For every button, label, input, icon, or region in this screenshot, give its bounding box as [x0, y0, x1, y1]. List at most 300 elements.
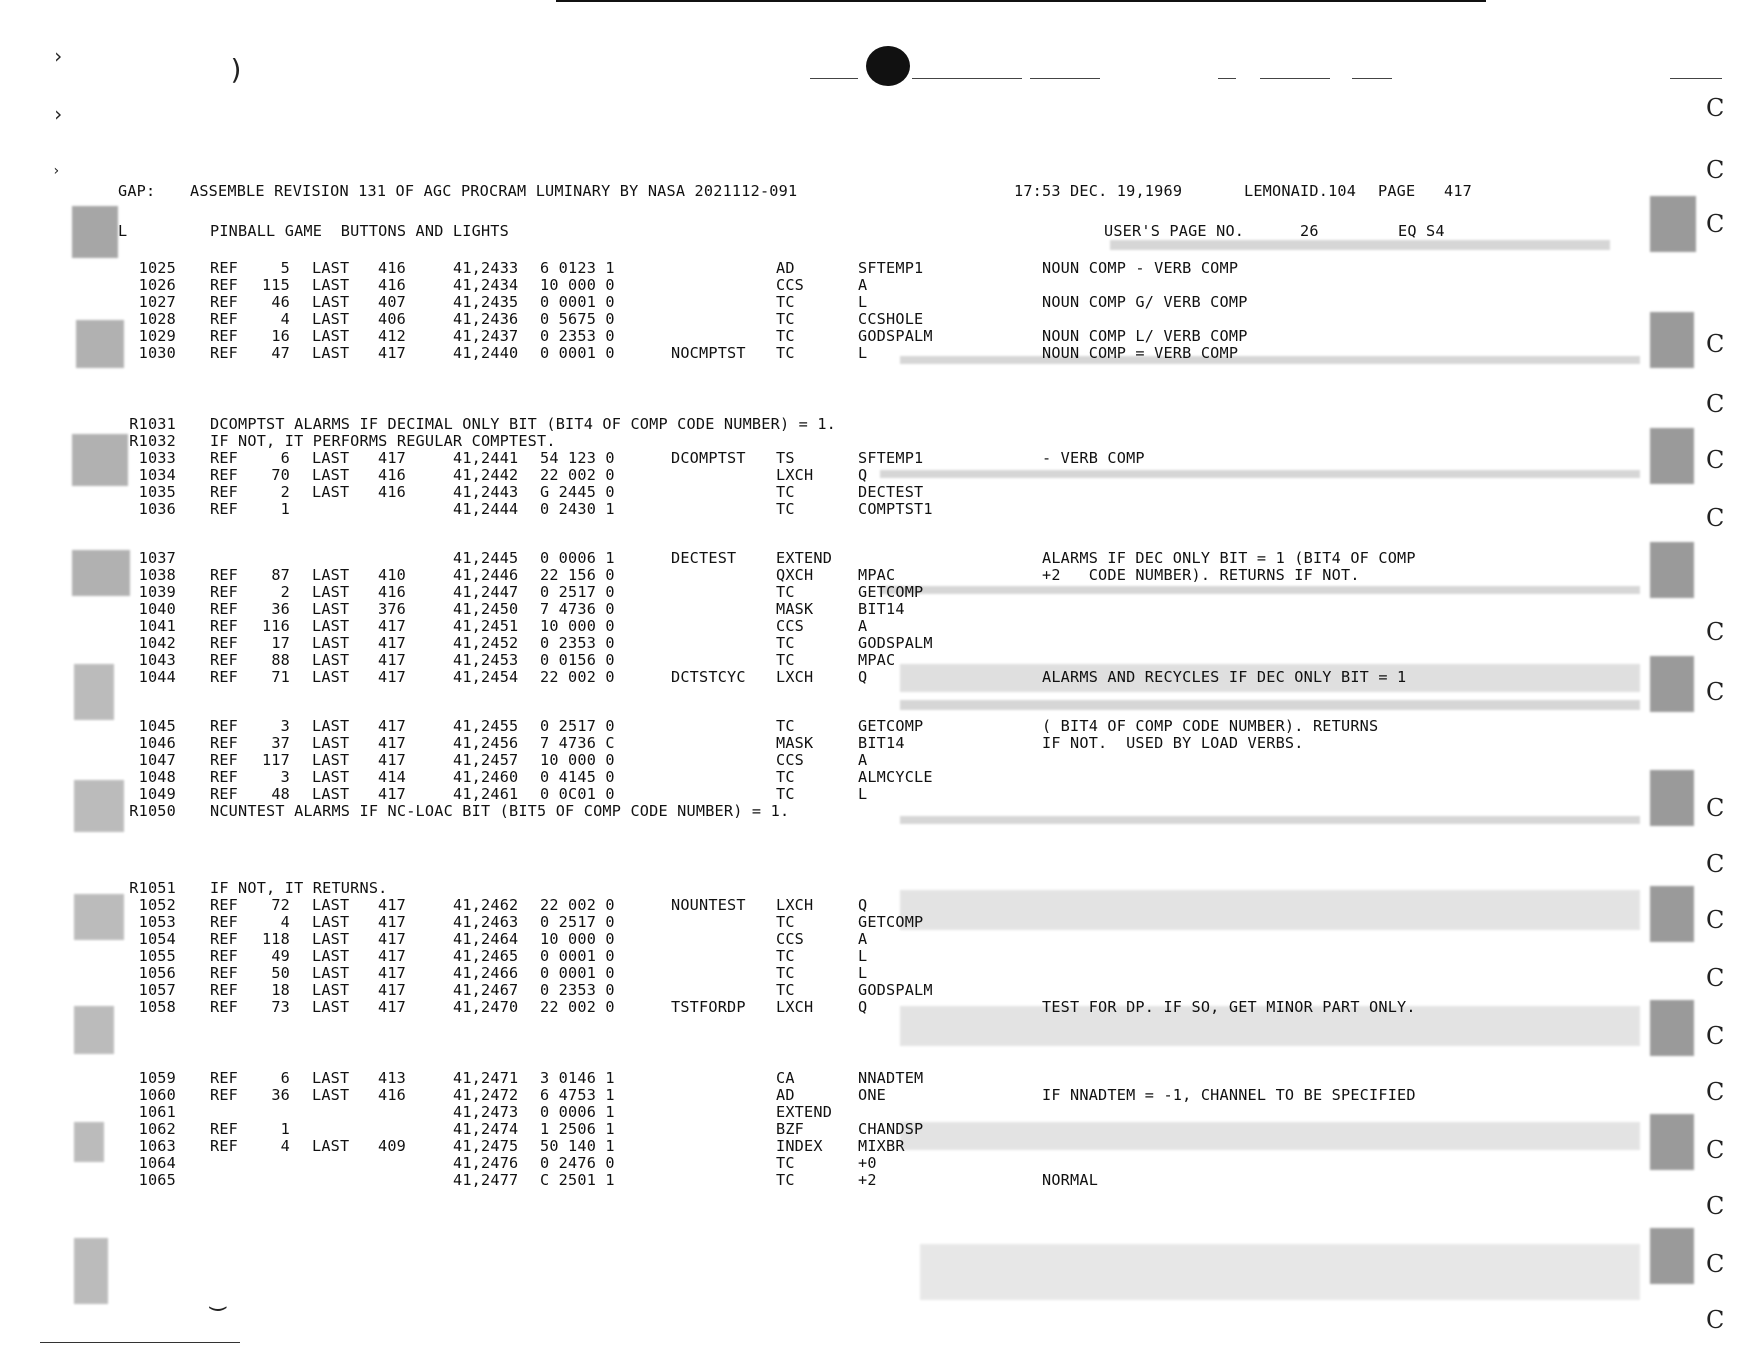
comment: NOUN COMP = VERB COMP [1042, 344, 1239, 362]
remark-text: IF NOT, IT PERFORMS REGULAR COMPTEST. [210, 432, 556, 450]
scan-dash [1030, 78, 1100, 79]
opcode: AD [776, 1086, 795, 1104]
line-number: 1043 [138, 651, 176, 669]
last-page: 416 [378, 1086, 407, 1104]
margin-c-mark: C [1706, 330, 1725, 358]
last-page: 417 [378, 634, 407, 652]
line-number: 1038 [138, 566, 176, 584]
line-number: 1052 [138, 896, 176, 914]
address: 41,2474 [453, 1120, 519, 1138]
last-page: 417 [378, 913, 407, 931]
ref-label: REF [210, 617, 239, 635]
address: 41,2472 [453, 1086, 519, 1104]
operand: MPAC [858, 566, 896, 584]
opcode: EXTEND [776, 1103, 833, 1121]
operand: ONE [858, 1086, 887, 1104]
last-label: LAST [312, 310, 350, 328]
operand: L [858, 947, 868, 965]
last-page: 417 [378, 930, 407, 948]
ref-label: REF [210, 1086, 239, 1104]
last-label: LAST [312, 634, 350, 652]
lemonaid-version: LEMONAID.104 [1244, 182, 1357, 200]
opcode: TC [776, 717, 795, 735]
scan-noise [1650, 770, 1694, 826]
line-number: 1034 [138, 466, 176, 484]
last-label: LAST [312, 259, 350, 277]
line-number: 1055 [138, 947, 176, 965]
line-number: 1053 [138, 913, 176, 931]
scan-noise [1650, 1114, 1694, 1170]
margin-c-mark: C [1706, 964, 1725, 992]
octal-code: 0 0C01 0 [540, 785, 615, 803]
ref-count: 4 [280, 310, 290, 328]
scan-noise [1650, 1000, 1694, 1056]
statement-label: NOCMPTST [671, 344, 746, 362]
operand: L [858, 344, 868, 362]
last-page: 417 [378, 964, 407, 982]
operand: +2 [858, 1171, 877, 1189]
margin-c-mark: C [1706, 210, 1725, 238]
address: 41,2447 [453, 583, 519, 601]
line-number: 1063 [138, 1137, 176, 1155]
last-label: LAST [312, 947, 350, 965]
ref-count: 118 [261, 930, 290, 948]
comment: NOUN COMP G/ VERB COMP [1042, 293, 1248, 311]
operand: NNADTEM [858, 1069, 924, 1087]
ref-label: REF [210, 896, 239, 914]
margin-c-mark: C [1706, 94, 1725, 122]
last-label: LAST [312, 566, 350, 584]
ref-count: 115 [261, 276, 290, 294]
opcode: CCS [776, 751, 805, 769]
address: 41,2442 [453, 466, 519, 484]
operand: A [858, 930, 868, 948]
last-page: 417 [378, 449, 407, 467]
line-number: 1056 [138, 964, 176, 982]
scan-noise [74, 1122, 104, 1162]
ref-count: 49 [271, 947, 290, 965]
ref-count: 116 [261, 617, 290, 635]
ref-label: REF [210, 344, 239, 362]
last-page: 417 [378, 785, 407, 803]
octal-code: 3 0146 1 [540, 1069, 615, 1087]
last-page: 406 [378, 310, 407, 328]
operand: +0 [858, 1154, 877, 1172]
address: 41,2453 [453, 651, 519, 669]
comment: ALARMS IF DEC ONLY BIT = 1 (BIT4 OF COMP [1042, 549, 1416, 567]
address: 41,2440 [453, 344, 519, 362]
margin-c-mark: C [1706, 1078, 1725, 1106]
line-number: 1060 [138, 1086, 176, 1104]
operand: GODSPALM [858, 634, 933, 652]
last-label: LAST [312, 785, 350, 803]
address: 41,2435 [453, 293, 519, 311]
comment: ( BIT4 OF COMP CODE NUMBER). RETURNS [1042, 717, 1379, 735]
last-label: LAST [312, 651, 350, 669]
octal-code: 6 4753 1 [540, 1086, 615, 1104]
ref-label: REF [210, 600, 239, 618]
ref-label: REF [210, 466, 239, 484]
opcode: TS [776, 449, 795, 467]
address: 41,2441 [453, 449, 519, 467]
scan-dash [1218, 78, 1236, 79]
opcode: QXCH [776, 566, 814, 584]
scan-noise [1650, 886, 1694, 942]
margin-tick: › [52, 102, 65, 126]
operand: CCSHOLE [858, 310, 924, 328]
ref-label: REF [210, 276, 239, 294]
comment: - VERB COMP [1042, 449, 1145, 467]
opcode: CCS [776, 617, 805, 635]
last-label: LAST [312, 583, 350, 601]
last-page: 417 [378, 734, 407, 752]
page-label: PAGE [1378, 182, 1416, 200]
last-label: LAST [312, 998, 350, 1016]
octal-code: 7 4736 C [540, 734, 615, 752]
last-label: LAST [312, 466, 350, 484]
remark-text: DCOMPTST ALARMS IF DECIMAL ONLY BIT (BIT4 OF COMP CODE NUMBER) = 1. [210, 415, 837, 433]
operand: L [858, 785, 868, 803]
ref-count: 2 [280, 583, 290, 601]
address: 41,2470 [453, 998, 519, 1016]
scan-noise [72, 206, 118, 258]
ref-label: REF [210, 583, 239, 601]
operand: SFTEMP1 [858, 449, 924, 467]
octal-code: 0 2476 0 [540, 1154, 615, 1172]
ref-count: 6 [280, 1069, 290, 1087]
address: 41,2445 [453, 549, 519, 567]
address: 41,2462 [453, 896, 519, 914]
operand: GETCOMP [858, 583, 924, 601]
ref-count: 87 [271, 566, 290, 584]
last-label: LAST [312, 930, 350, 948]
opcode: TC [776, 768, 795, 786]
last-page: 376 [378, 600, 407, 618]
last-page: 417 [378, 651, 407, 669]
address: 41,2451 [453, 617, 519, 635]
scan-noise [1650, 428, 1694, 484]
address: 41,2471 [453, 1069, 519, 1087]
ref-count: 36 [271, 1086, 290, 1104]
line-number: 1026 [138, 276, 176, 294]
scan-noise [1650, 542, 1694, 598]
comment: +2 CODE NUMBER). RETURNS IF NOT. [1042, 566, 1360, 584]
line-number: 1039 [138, 583, 176, 601]
line-number: 1065 [138, 1171, 176, 1189]
operand: GETCOMP [858, 717, 924, 735]
opcode: LXCH [776, 998, 814, 1016]
punch-hole [866, 46, 910, 86]
ref-label: REF [210, 327, 239, 345]
statement-label: TSTFORDP [671, 998, 746, 1016]
margin-paren: ) [228, 53, 245, 86]
margin-c-mark: C [1706, 504, 1725, 532]
scan-noise [900, 1122, 1640, 1150]
operand: A [858, 276, 868, 294]
opcode: TC [776, 634, 795, 652]
section-title: PINBALL GAME BUTTONS AND LIGHTS [210, 222, 509, 240]
octal-code: 0 0006 1 [540, 1103, 615, 1121]
octal-code: 22 156 0 [540, 566, 615, 584]
last-label: LAST [312, 617, 350, 635]
operand: L [858, 293, 868, 311]
last-page: 417 [378, 896, 407, 914]
opcode: LXCH [776, 668, 814, 686]
address: 41,2467 [453, 981, 519, 999]
opcode: TC [776, 583, 795, 601]
octal-code: 0 5675 0 [540, 310, 615, 328]
address: 41,2463 [453, 913, 519, 931]
margin-c-mark: C [1706, 390, 1725, 418]
scan-noise [880, 586, 1640, 594]
line-number: 1054 [138, 930, 176, 948]
last-label: LAST [312, 276, 350, 294]
octal-code: 0 0001 0 [540, 293, 615, 311]
line-number: 1040 [138, 600, 176, 618]
last-label: LAST [312, 344, 350, 362]
line-number: 1064 [138, 1154, 176, 1172]
opcode: MASK [776, 600, 814, 618]
margin-c-mark: C [1706, 1136, 1725, 1164]
operand: GODSPALM [858, 981, 933, 999]
opcode: BZF [776, 1120, 805, 1138]
octal-code: 1 2506 1 [540, 1120, 615, 1138]
octal-code: 22 002 0 [540, 668, 615, 686]
line-number: 1028 [138, 310, 176, 328]
remark-text: NCUNTEST ALARMS IF NC-LOAC BIT (BIT5 OF COMP CODE NUMBER) = 1. [210, 802, 790, 820]
octal-code: 0 2353 0 [540, 634, 615, 652]
margin-c-mark: C [1706, 1022, 1725, 1050]
opcode: CA [776, 1069, 795, 1087]
octal-code: C 2501 1 [540, 1171, 615, 1189]
address: 41,2446 [453, 566, 519, 584]
line-number: 1027 [138, 293, 176, 311]
opcode: TC [776, 913, 795, 931]
opcode: TC [776, 1171, 795, 1189]
ref-count: 37 [271, 734, 290, 752]
address: 41,2461 [453, 785, 519, 803]
scan-noise [1650, 1228, 1694, 1284]
ref-count: 73 [271, 998, 290, 1016]
scan-noise [74, 1238, 108, 1304]
ref-label: REF [210, 751, 239, 769]
octal-code: 0 0001 0 [540, 964, 615, 982]
last-page: 417 [378, 751, 407, 769]
ref-label: REF [210, 500, 239, 518]
last-label: LAST [312, 1086, 350, 1104]
ref-count: 46 [271, 293, 290, 311]
operand: CHANDSP [858, 1120, 924, 1138]
margin-c-mark: C [1706, 850, 1725, 878]
address: 41,2475 [453, 1137, 519, 1155]
last-label: LAST [312, 483, 350, 501]
ref-label: REF [210, 566, 239, 584]
margin-c-mark: C [1706, 906, 1725, 934]
operand: Q [858, 896, 868, 914]
timestamp: 17:53 DEC. 19,1969 [1014, 182, 1183, 200]
top-rule [556, 0, 1486, 2]
last-label: LAST [312, 449, 350, 467]
octal-code: 10 000 0 [540, 751, 615, 769]
ref-count: 1 [280, 1120, 290, 1138]
ref-label: REF [210, 768, 239, 786]
ref-label: REF [210, 913, 239, 931]
comment: ALARMS AND RECYCLES IF DEC ONLY BIT = 1 [1042, 668, 1407, 686]
ref-label: REF [210, 717, 239, 735]
section-letter: L [118, 222, 128, 240]
users-page-label: USER'S PAGE NO. [1104, 222, 1245, 240]
octal-code: 0 0156 0 [540, 651, 615, 669]
assemble-title: ASSEMBLE REVISION 131 OF AGC PROCRAM LUMINARY BY NASA 2021112-091 [190, 182, 798, 200]
users-page-number: 26 [1300, 222, 1319, 240]
ref-label: REF [210, 734, 239, 752]
octal-code: 0 2353 0 [540, 981, 615, 999]
last-page: 417 [378, 981, 407, 999]
margin-c-mark: C [1706, 618, 1725, 646]
scan-noise [1650, 196, 1696, 252]
octal-code: 10 000 0 [540, 930, 615, 948]
last-page: 412 [378, 327, 407, 345]
line-number: R1031 [129, 415, 176, 433]
opcode: TC [776, 651, 795, 669]
ref-count: 4 [280, 913, 290, 931]
last-label: LAST [312, 964, 350, 982]
address: 41,2450 [453, 600, 519, 618]
operand: A [858, 751, 868, 769]
ref-label: REF [210, 1120, 239, 1138]
octal-code: 54 123 0 [540, 449, 615, 467]
last-label: LAST [312, 896, 350, 914]
ref-label: REF [210, 293, 239, 311]
scan-dash [1352, 78, 1392, 79]
opcode: TC [776, 327, 795, 345]
ref-count: 1 [280, 500, 290, 518]
opcode: TC [776, 500, 795, 518]
line-number: 1030 [138, 344, 176, 362]
ref-label: REF [210, 651, 239, 669]
opcode: TC [776, 785, 795, 803]
line-number: R1050 [129, 802, 176, 820]
address: 41,2443 [453, 483, 519, 501]
line-number: 1036 [138, 500, 176, 518]
opcode: AD [776, 259, 795, 277]
opcode: CCS [776, 276, 805, 294]
line-number: 1045 [138, 717, 176, 735]
margin-curve: ‿ [210, 1282, 226, 1312]
octal-code: 0 0001 0 [540, 947, 615, 965]
operand: A [858, 617, 868, 635]
scan-noise [880, 470, 1640, 478]
line-number: 1044 [138, 668, 176, 686]
operand: Q [858, 998, 868, 1016]
comment: NOUN COMP - VERB COMP [1042, 259, 1239, 277]
address: 41,2457 [453, 751, 519, 769]
line-number: 1047 [138, 751, 176, 769]
scan-noise [1650, 312, 1694, 368]
statement-label: DCTSTCYC [671, 668, 746, 686]
ref-count: 17 [271, 634, 290, 652]
line-number: 1041 [138, 617, 176, 635]
octal-code: G 2445 0 [540, 483, 615, 501]
operand: ALMCYCLE [858, 768, 933, 786]
margin-tick: › [52, 163, 61, 179]
octal-code: 0 0006 1 [540, 549, 615, 567]
ref-count: 50 [271, 964, 290, 982]
last-label: LAST [312, 1069, 350, 1087]
opcode: TC [776, 981, 795, 999]
address: 41,2476 [453, 1154, 519, 1172]
operand: MPAC [858, 651, 896, 669]
statement-label: DECTEST [671, 549, 737, 567]
octal-code: 0 2353 0 [540, 327, 615, 345]
ref-label: REF [210, 930, 239, 948]
last-label: LAST [312, 751, 350, 769]
scan-noise [74, 1006, 114, 1054]
last-label: LAST [312, 1137, 350, 1155]
last-label: LAST [312, 913, 350, 931]
octal-code: 0 4145 0 [540, 768, 615, 786]
line-number: R1051 [129, 879, 176, 897]
remark-text: IF NOT, IT RETURNS. [210, 879, 388, 897]
line-number: 1062 [138, 1120, 176, 1138]
address: 41,2456 [453, 734, 519, 752]
address: 41,2437 [453, 327, 519, 345]
last-label: LAST [312, 327, 350, 345]
ref-count: 117 [261, 751, 290, 769]
ref-label: REF [210, 668, 239, 686]
octal-code: 50 140 1 [540, 1137, 615, 1155]
opcode: EXTEND [776, 549, 833, 567]
octal-code: 10 000 0 [540, 276, 615, 294]
comment: TEST FOR DP. IF SO, GET MINOR PART ONLY. [1042, 998, 1416, 1016]
scan-noise [900, 356, 1640, 364]
ref-label: REF [210, 981, 239, 999]
operand: GODSPALM [858, 327, 933, 345]
eq-label: EQ S4 [1398, 222, 1445, 240]
ref-label: REF [210, 964, 239, 982]
margin-c-mark: C [1706, 156, 1725, 184]
scan-noise [1650, 656, 1694, 712]
line-number: 1033 [138, 449, 176, 467]
line-number: 1059 [138, 1069, 176, 1087]
address: 41,2460 [453, 768, 519, 786]
ref-count: 88 [271, 651, 290, 669]
last-label: LAST [312, 717, 350, 735]
ref-label: REF [210, 449, 239, 467]
last-page: 417 [378, 617, 407, 635]
ref-label: REF [210, 998, 239, 1016]
ref-count: 6 [280, 449, 290, 467]
address: 41,2436 [453, 310, 519, 328]
statement-label: DCOMPTST [671, 449, 746, 467]
opcode: TC [776, 964, 795, 982]
last-page: 413 [378, 1069, 407, 1087]
last-label: LAST [312, 668, 350, 686]
opcode: TC [776, 1154, 795, 1172]
address: 41,2477 [453, 1171, 519, 1189]
scan-noise [900, 890, 1640, 930]
line-number: 1042 [138, 634, 176, 652]
margin-c-mark: C [1706, 794, 1725, 822]
ref-label: REF [210, 785, 239, 803]
octal-code: 0 2517 0 [540, 717, 615, 735]
scan-noise [1110, 240, 1610, 250]
line-number: 1025 [138, 259, 176, 277]
last-label: LAST [312, 981, 350, 999]
operand: BIT14 [858, 734, 905, 752]
address: 41,2434 [453, 276, 519, 294]
ref-label: REF [210, 947, 239, 965]
